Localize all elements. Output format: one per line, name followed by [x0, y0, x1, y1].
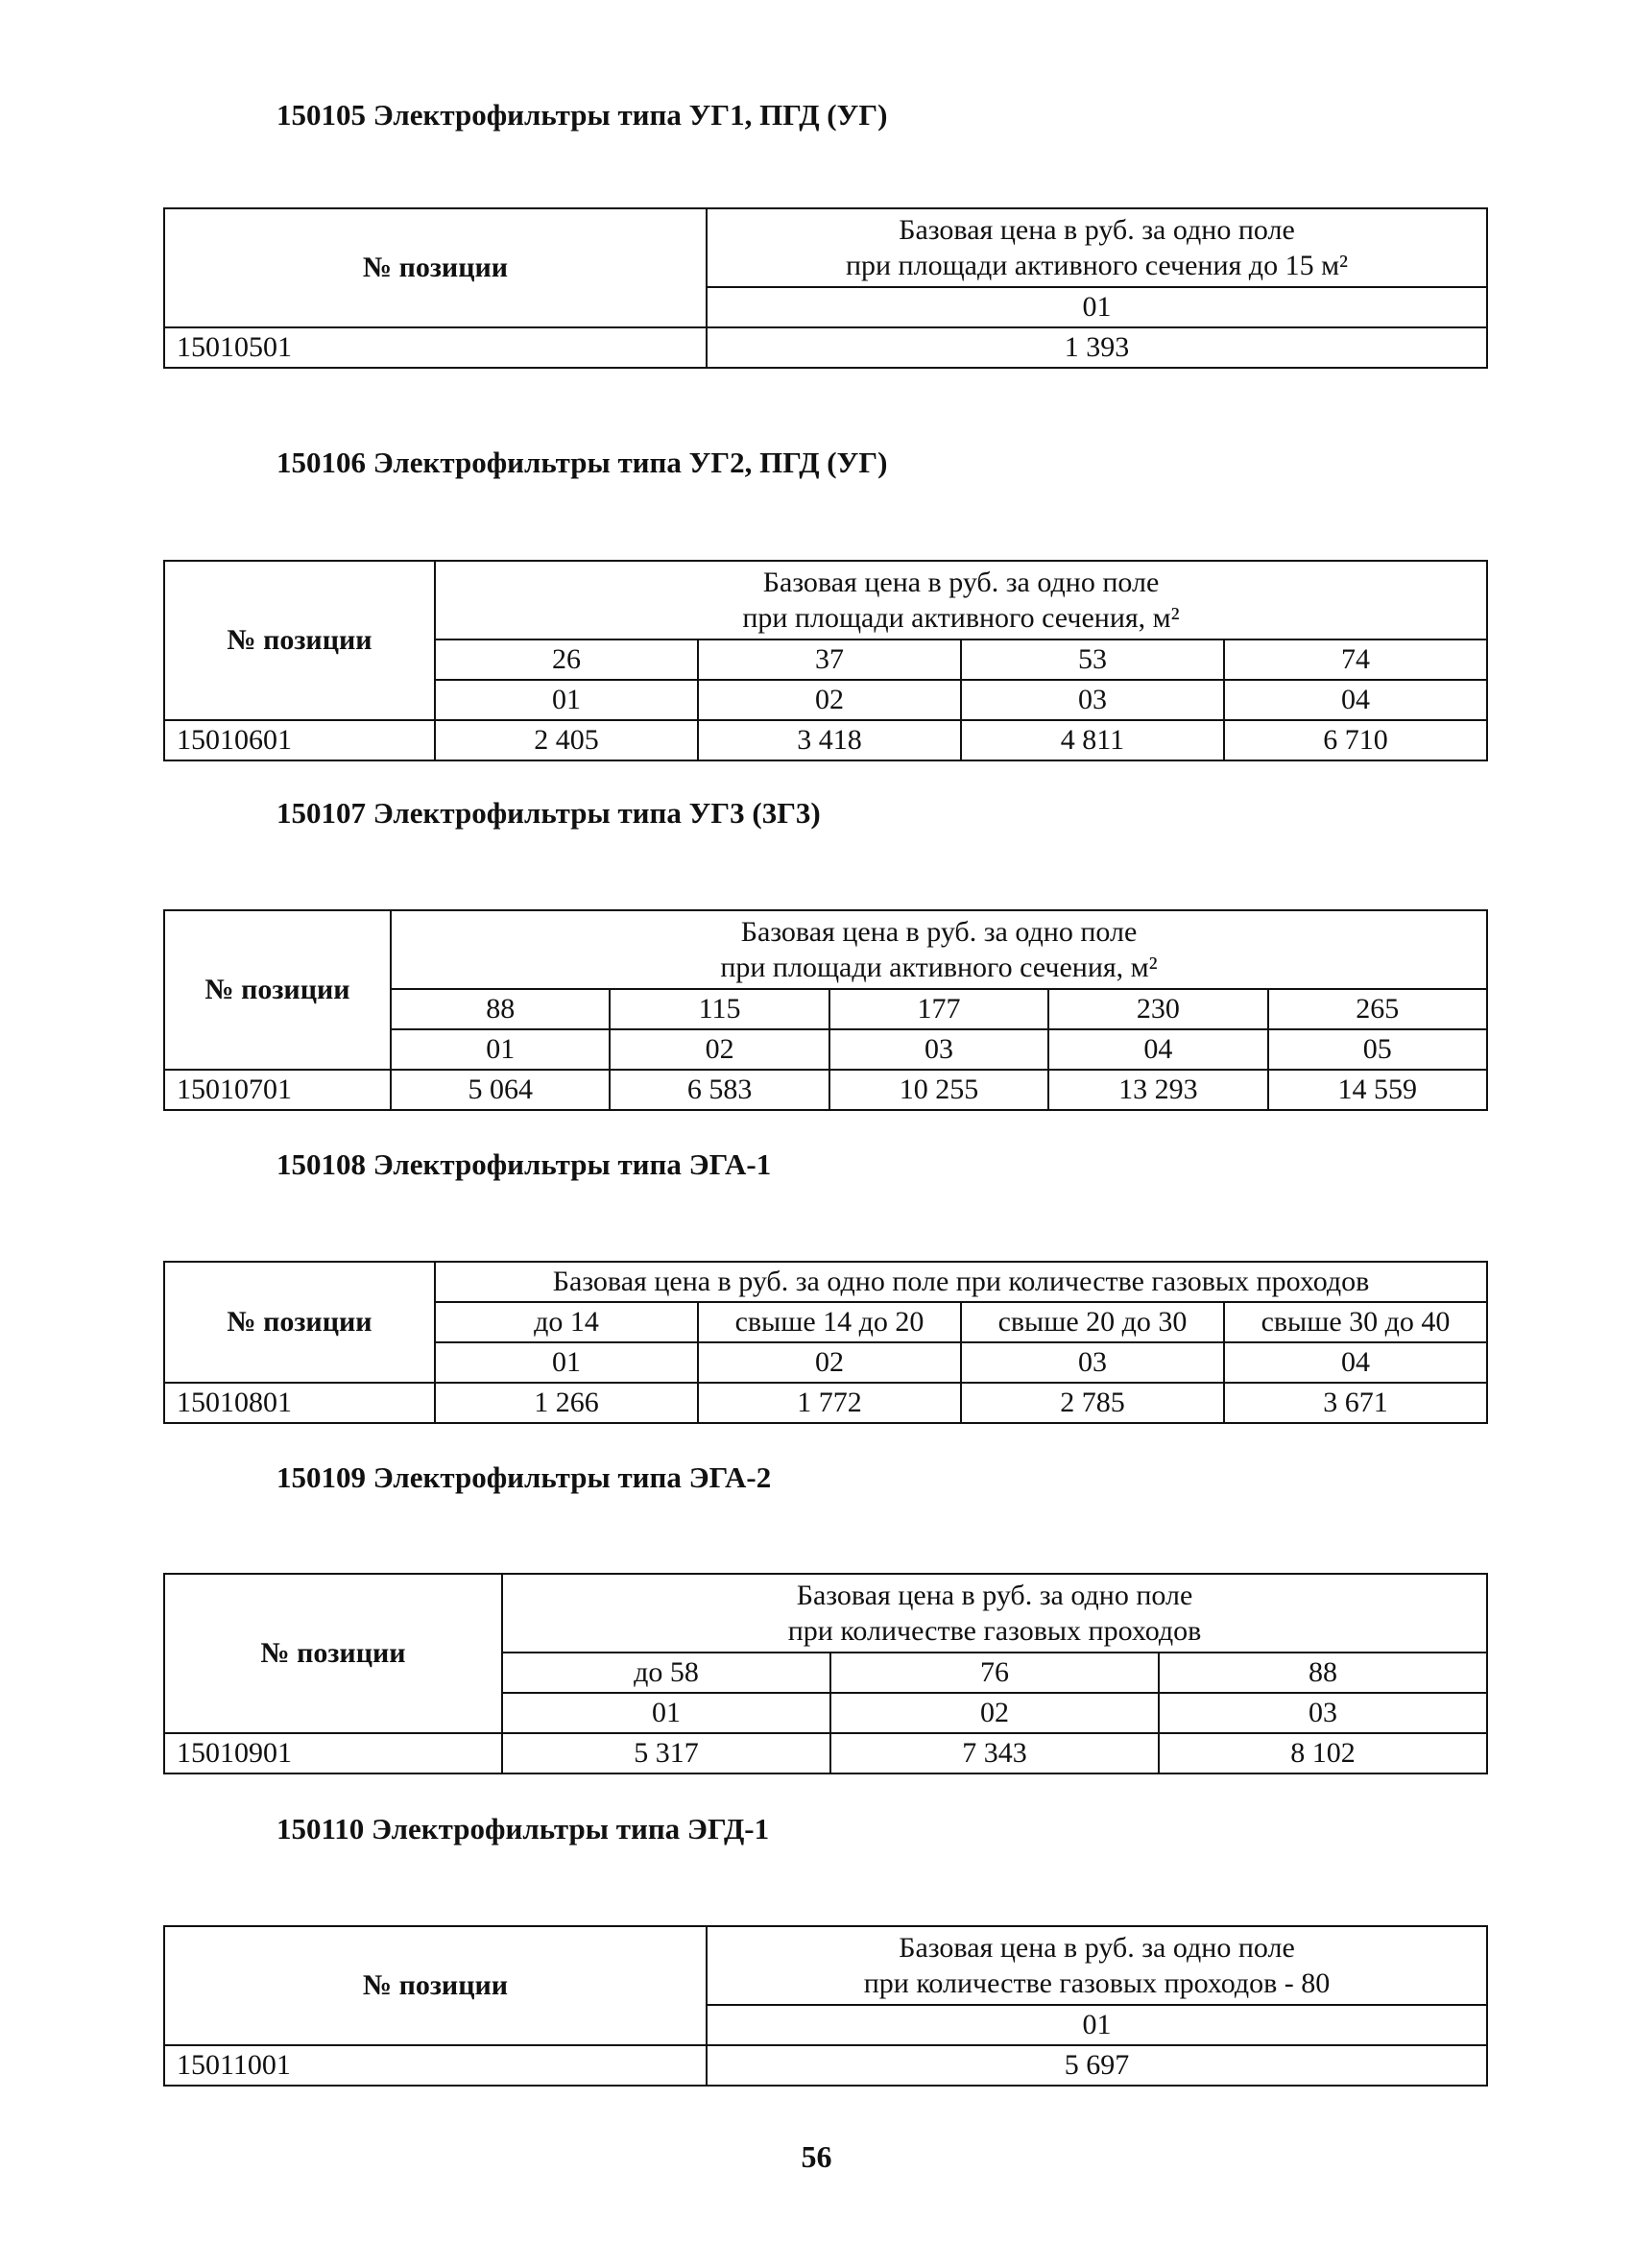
price-value: 2 405 — [435, 720, 698, 760]
param-value: 177 — [829, 989, 1048, 1029]
row-code: 15010701 — [164, 1070, 391, 1110]
table-row — [164, 1383, 1487, 1423]
param-value: 88 — [391, 989, 610, 1029]
column-code: 02 — [610, 1029, 829, 1070]
position-header: № позиции — [164, 1926, 707, 2045]
price-value: 1 393 — [707, 327, 1487, 368]
param-value: свыше 30 до 40 — [1224, 1302, 1487, 1342]
price-value: 2 785 — [961, 1383, 1224, 1423]
param-value: до 14 — [435, 1302, 698, 1342]
column-code: 01 — [435, 680, 698, 720]
section-title-150106: 150106 Электрофильтры типа УГ2, ПГД (УГ) — [276, 446, 888, 479]
position-header: № позиции — [164, 561, 435, 720]
table-row — [164, 327, 1487, 368]
section-title-150108: 150108 Электрофильтры типа ЭГА-1 — [276, 1147, 772, 1181]
position-header: № позиции — [164, 208, 707, 327]
price-table-150107 — [163, 909, 1488, 1111]
table-row — [164, 2045, 1487, 2086]
param-value: 265 — [1268, 989, 1487, 1029]
param-value: 76 — [830, 1653, 1159, 1693]
price-header — [502, 1574, 1487, 1653]
position-header: № позиции — [164, 1574, 502, 1733]
row-code: 15010901 — [164, 1733, 502, 1773]
section-title-150105: 150105 Электрофильтры типа УГ1, ПГД (УГ) — [276, 98, 888, 132]
param-value: свыше 14 до 20 — [698, 1302, 961, 1342]
price-header: Базовая цена в руб. за одно поле при количестве газовых проходов — [435, 1262, 1487, 1302]
param-value: 53 — [961, 639, 1224, 680]
row-code: 15011001 — [164, 2045, 707, 2086]
column-code: 04 — [1224, 680, 1487, 720]
param-value: 37 — [698, 639, 961, 680]
param-value: 26 — [435, 639, 698, 680]
column-code: 03 — [961, 1342, 1224, 1383]
price-header-line1: Базовая цена в руб. за одно поле — [796, 1579, 1193, 1611]
position-header: № позиции — [164, 910, 391, 1070]
param-value: свыше 20 до 30 — [961, 1302, 1224, 1342]
column-code: 02 — [698, 1342, 961, 1383]
price-header-line2: при площади активного сечения, м² — [742, 602, 1180, 634]
price-header-line2: при площади активного сечения, м² — [720, 952, 1158, 983]
column-code: 03 — [1159, 1693, 1487, 1733]
price-table-150109 — [163, 1573, 1488, 1774]
column-code: 01 — [707, 2005, 1487, 2045]
column-code: 01 — [435, 1342, 698, 1383]
price-header — [435, 561, 1487, 639]
price-value: 6 583 — [610, 1070, 829, 1110]
param-value: 115 — [610, 989, 829, 1029]
price-value: 10 255 — [829, 1070, 1048, 1110]
price-header — [707, 208, 1487, 287]
column-code: 04 — [1048, 1029, 1267, 1070]
column-code: 03 — [961, 680, 1224, 720]
price-value: 14 559 — [1268, 1070, 1487, 1110]
table-row — [164, 1733, 1487, 1773]
column-code: 02 — [698, 680, 961, 720]
column-code: 03 — [829, 1029, 1048, 1070]
price-header-line2: при площади активного сечения до 15 м² — [845, 250, 1349, 281]
column-code: 01 — [391, 1029, 610, 1070]
price-header — [707, 1926, 1487, 2005]
price-table-150108 — [163, 1261, 1488, 1424]
price-value: 3 671 — [1224, 1383, 1487, 1423]
price-value: 7 343 — [830, 1733, 1159, 1773]
price-header-line1: Базовая цена в руб. за одно поле — [762, 566, 1160, 598]
column-code: 01 — [707, 287, 1487, 327]
price-table-150106 — [163, 560, 1488, 761]
position-header: № позиции — [164, 1262, 435, 1383]
price-value: 1 772 — [698, 1383, 961, 1423]
column-code: 04 — [1224, 1342, 1487, 1383]
param-value: 230 — [1048, 989, 1267, 1029]
section-title-150110: 150110 Электрофильтры типа ЭГД-1 — [276, 1812, 770, 1846]
param-value: до 58 — [502, 1653, 830, 1693]
price-header-line1: Базовая цена в руб. за одно поле — [899, 1931, 1295, 1964]
price-header-line1: Базовая цена в руб. за одно поле — [740, 915, 1138, 948]
price-header-line2: при количестве газовых проходов - 80 — [863, 1967, 1331, 1999]
price-header-line1: Базовая цена в руб. за одно поле — [899, 213, 1295, 246]
column-code: 02 — [830, 1693, 1159, 1733]
column-code: 01 — [502, 1693, 830, 1733]
price-table-150105 — [163, 207, 1488, 369]
price-value: 5 317 — [502, 1733, 830, 1773]
price-table-150110 — [163, 1925, 1488, 2087]
table-row — [164, 720, 1487, 760]
section-title-150107: 150107 Электрофильтры типа УГ3 (3Г3) — [276, 796, 821, 830]
column-code: 05 — [1268, 1029, 1487, 1070]
price-value: 4 811 — [961, 720, 1224, 760]
price-value: 5 064 — [391, 1070, 610, 1110]
price-value: 3 418 — [698, 720, 961, 760]
row-code: 15010801 — [164, 1383, 435, 1423]
price-header-line2: при количестве газовых проходов — [787, 1615, 1202, 1647]
row-code: 15010601 — [164, 720, 435, 760]
param-value: 88 — [1159, 1653, 1487, 1693]
table-row — [164, 1070, 1487, 1110]
param-value: 74 — [1224, 639, 1487, 680]
price-value: 8 102 — [1159, 1733, 1487, 1773]
price-value: 13 293 — [1048, 1070, 1267, 1110]
price-value: 1 266 — [435, 1383, 698, 1423]
section-title-150109: 150109 Электрофильтры типа ЭГА-2 — [276, 1460, 772, 1494]
row-code: 15010501 — [164, 327, 707, 368]
page-number: 56 — [801, 2139, 832, 2174]
price-value: 5 697 — [707, 2045, 1487, 2086]
price-header — [391, 910, 1487, 989]
price-value: 6 710 — [1224, 720, 1487, 760]
